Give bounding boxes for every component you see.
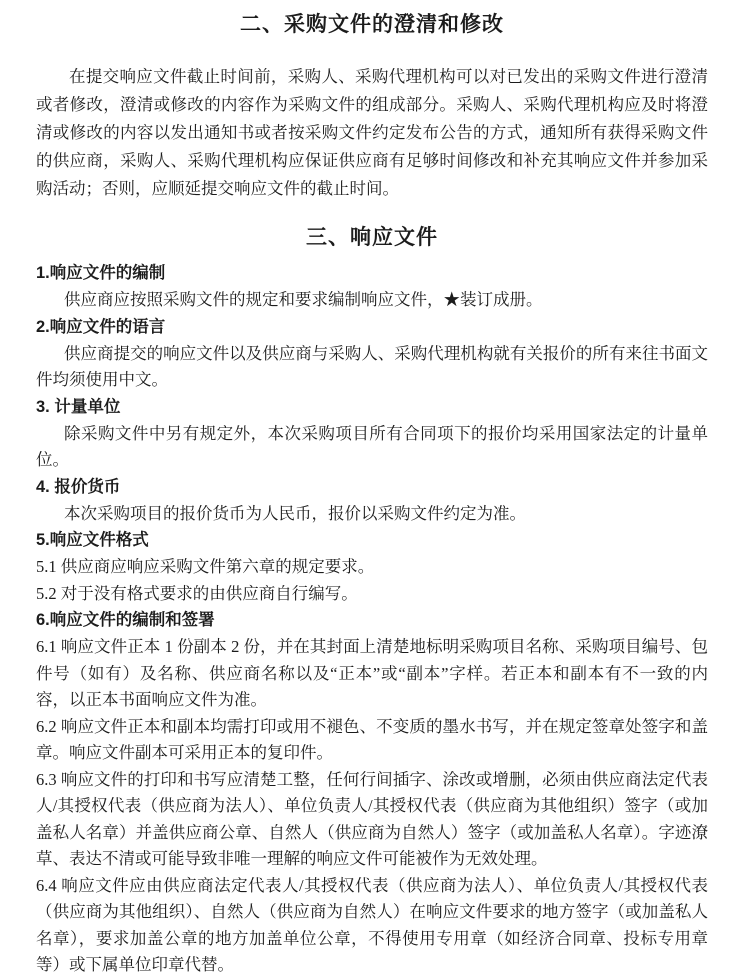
section-2-paragraph: 在提交响应文件截止时间前，采购人、采购代理机构可以对已发出的采购文件进行澄清或者修改，澄清或修改的内容作为采购文件的组成部分。采购人、采购代理机构应及时将澄清或修改的内容以发出通知书或者按采购文件约定发布公告的方式，通知所有获得采购文件的供应商，采购人、采购代理机构应保证供应商有足够时间修改和补充其响应文件并参加采购活动；否则，应顺延提交响应文件的截止时间。 xyxy=(36,67,708,198)
subsection-4-heading: 4. 报价货币 xyxy=(36,477,121,496)
subsection-2-heading: 2.响应文件的语言 xyxy=(36,317,166,336)
subsection-1 xyxy=(36,260,708,314)
subsection-1-paragraph: 供应商应按照采购文件的规定和要求编制响应文件，★装订成册。 xyxy=(64,290,543,309)
subsection-3-heading: 3. 计量单位 xyxy=(36,397,121,416)
subsection-4-paragraph: 本次采购项目的报价货币为人民币，报价以采购文件约定为准。 xyxy=(64,503,527,523)
section-2-title: 二、采购文件的澄清和修改 xyxy=(240,13,504,36)
subsection-5 xyxy=(36,527,708,607)
subsection-5-clause-5-2: 5.2 对于没有格式要求的由供应商自行编写。 xyxy=(36,583,358,603)
subsection-6-clause-6-3: 6.3 响应文件的打印和书写应清楚工整，任何行间插字、涂改或增删，必须由供应商法定代表人/其授权代表（供应商为法人）、单位负责人/其授权代表（供应商为其他组织）签字（或加盖私人名章）并盖供应商公章、自然人（供应商为自然人）签字（或加盖私人名章）。字迹潦草、表达不清或可能导致非唯一理解的响应文件可能被作为无效处理。 xyxy=(36,769,708,868)
section-3-title: 三、响应文件 xyxy=(306,226,438,249)
subsection-3 xyxy=(36,394,708,474)
subsection-6-clause-6-2: 6.2 响应文件正本和副本均需打印或用不褪色、不变质的墨水书写，并在规定签章处签字和盖章。响应文件副本可采用正本的复印件。 xyxy=(36,716,708,762)
subsection-5-heading: 5.响应文件格式 xyxy=(36,531,149,549)
subsection-6-clause-6-1: 6.1 响应文件正本 1 份副本 2 份，并在其封面上清楚地标明采购项目名称、采购项目编号、包件号（如有）及名称、供应商名称以及“正本”或“副本”字样。若正本和副本有不一致的内容，以正本书面响应文件为准。 xyxy=(36,637,708,709)
subsection-6-clause-6-4: 6.4 响应文件应由供应商法定代表人/其授权代表（供应商为法人）、单位负责人/其授权代表（供应商为其他组织）、自然人（供应商为自然人）在响应文件要求的地方签字（或加盖私人名章），要求加盖公章的地方加盖单位公章，不得使用专用章（如经济合同章、投标专用章等）或下属单位印章代替。 xyxy=(36,875,708,974)
subsection-6-heading: 6.响应文件的编制和签署 xyxy=(36,611,215,629)
subsection-2-paragraph: 供应商提交的响应文件以及供应商与采购人、采购代理机构就有关报价的所有来往书面文件均须使用中文。 xyxy=(36,343,708,389)
subsection-1-heading: 1.响应文件的编制 xyxy=(36,264,166,282)
subsection-2 xyxy=(36,314,708,394)
subsection-4 xyxy=(36,474,708,528)
subsection-6 xyxy=(36,607,708,979)
subsection-5-clause-5-1: 5.1 供应商应响应采购文件第六章的规定要求。 xyxy=(36,557,375,576)
subsection-3-paragraph: 除采购文件中另有规定外，本次采购项目所有合同项下的报价均采用国家法定的计量单位。 xyxy=(36,423,708,469)
